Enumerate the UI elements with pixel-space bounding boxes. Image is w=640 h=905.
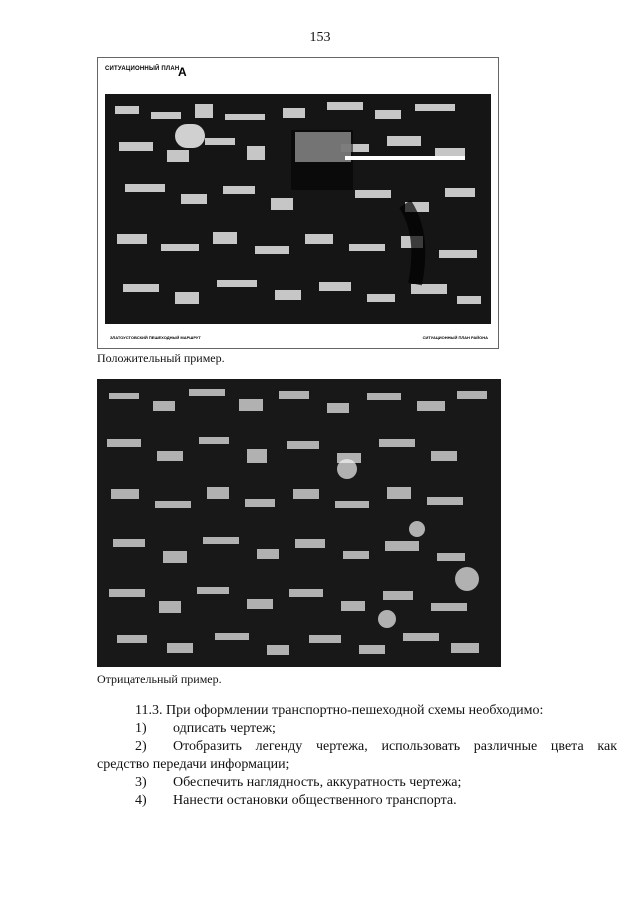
list-item-text: Отобразить легенду чертежа, использовать различные цвета как — [173, 739, 617, 754]
positive-example-figure — [97, 57, 499, 349]
negative-example-caption: Отрицательный пример. — [97, 672, 222, 686]
plan-title: СИТУАЦИОННЫЙ ПЛАН — [105, 66, 180, 72]
plan-footer-right: СИТУАЦИОННЫЙ ПЛАН РАЙОНА — [422, 335, 488, 340]
list-item-number: 4) — [135, 793, 147, 808]
list-item — [97, 792, 617, 810]
north-arrow-icon: A — [178, 65, 187, 79]
situation-plan-map — [105, 94, 491, 324]
positive-example-caption: Положительный пример. — [97, 351, 225, 365]
list-item — [97, 774, 617, 792]
section-intro: 11.3. При оформлении транспортно-пешеходной схемы необходимо: — [135, 703, 544, 718]
negative-example-figure — [97, 379, 501, 667]
list-item — [97, 720, 617, 738]
list-item-text: одписать чертеж; — [173, 721, 276, 736]
list-item-number: 3) — [135, 775, 147, 790]
plan-footer-left: ЗЛАТОУСТОВСКИЙ ПЕШЕХОДНЫЙ МАРШРУТ — [110, 335, 201, 340]
list-item-number: 2) — [135, 739, 147, 754]
page-number: 153 — [309, 30, 331, 45]
list-item — [97, 738, 617, 756]
list-item-text: Нанести остановки общественного транспорта. — [173, 793, 457, 808]
list-item-text: Обеспечить наглядность, аккуратность чертежа; — [173, 775, 462, 790]
satellite-map-image — [105, 94, 491, 324]
satellite-map-image — [97, 379, 501, 667]
instructions-section — [97, 702, 617, 810]
list-item-number: 1) — [135, 721, 147, 736]
list-item-continuation: средство передачи информации; — [97, 757, 290, 772]
